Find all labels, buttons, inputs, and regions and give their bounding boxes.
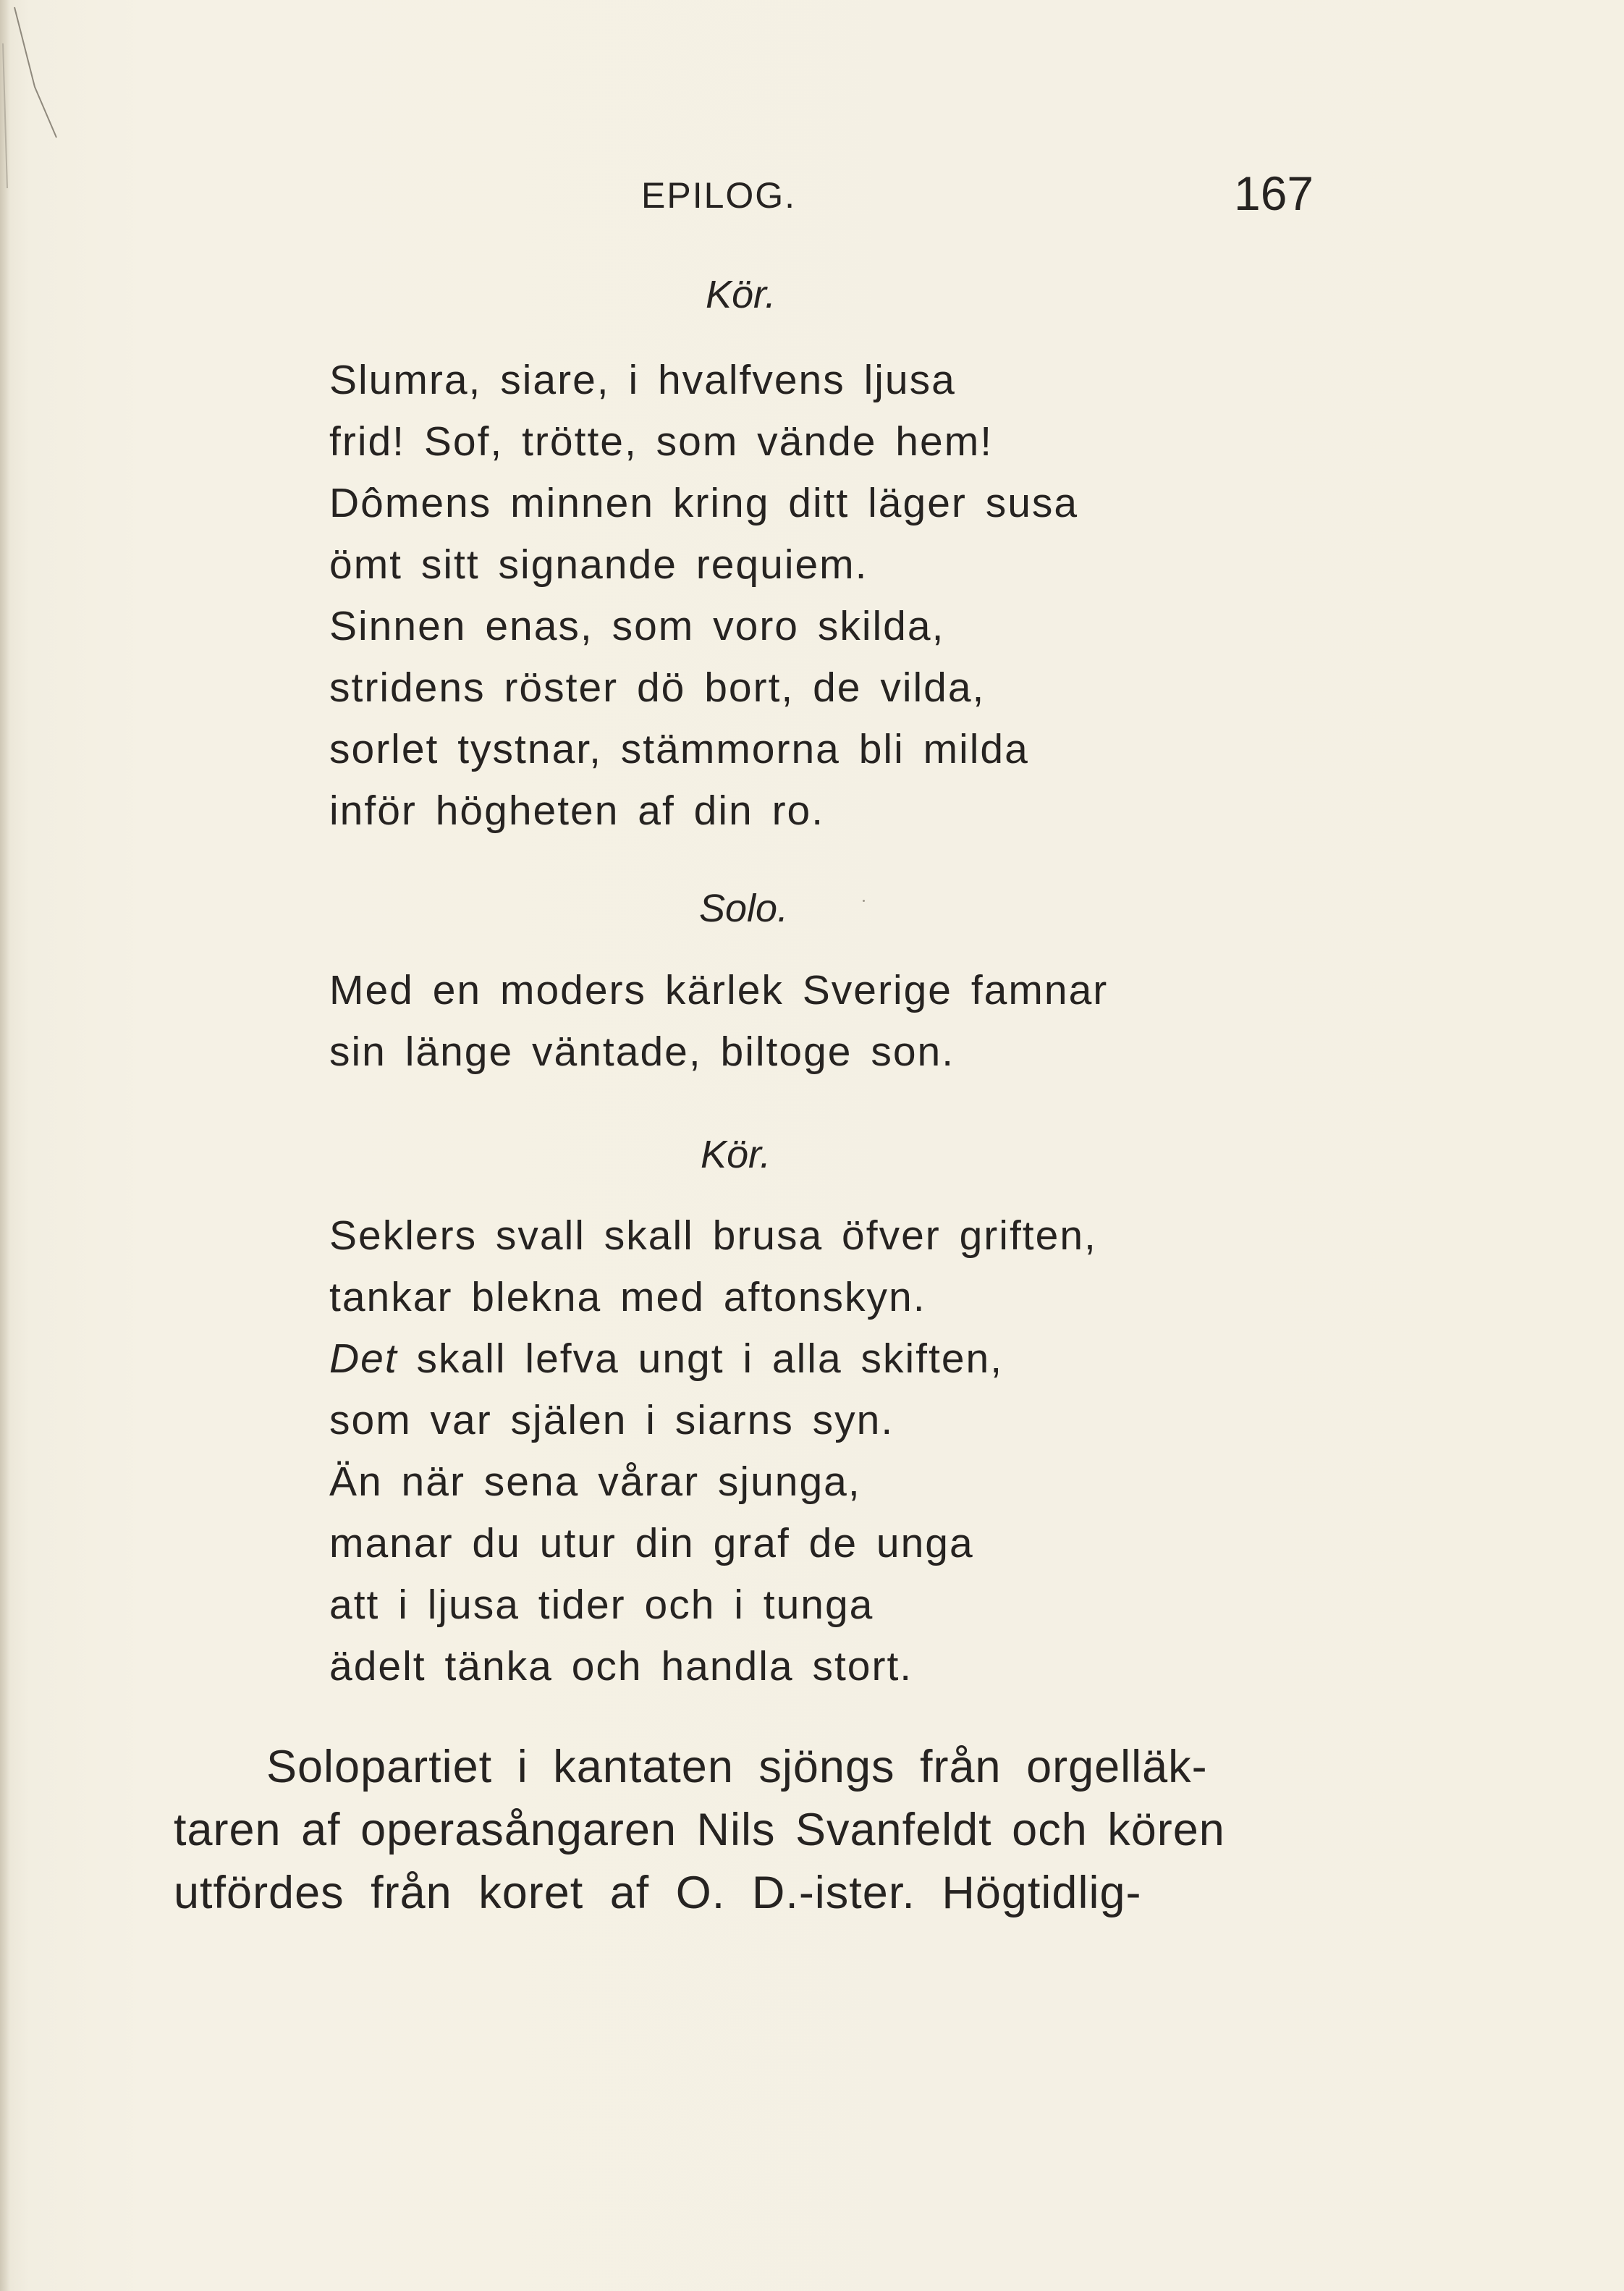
verse-line-rest: skall lefva ungt i alla skiften, (416, 1336, 1004, 1382)
verse-line (329, 1328, 1097, 1390)
verse-line: inför högheten af din ro. (329, 788, 825, 834)
verse-line: sorlet tystnar, stämmorna bli milda (329, 726, 1029, 772)
stanza-solo (329, 960, 1108, 1083)
section-heading-solo: Solo. (699, 887, 789, 930)
paper-speck (863, 900, 865, 902)
prose-paragraph (174, 1736, 1332, 1925)
section-heading-kor-2: Kör. (701, 1133, 771, 1176)
verse-line: Seklers svall skall brusa öfver griften, (329, 1212, 1097, 1259)
verse-line: Slumra, siare, i hvalfvens ljusa (329, 357, 956, 403)
stanza-kor-2 (329, 1205, 1097, 1697)
prose-line: utfördes från koret af O. D.-ister. Högtidlig- (174, 1868, 1142, 1918)
verse-line: Sinnen enas, som voro skilda, (329, 603, 945, 649)
page-number: 167 (1234, 166, 1314, 220)
running-title: EPILOG. (641, 175, 797, 216)
verse-line: Dômens minnen kring ditt läger susa (329, 480, 1079, 526)
verse-italic-word: Det (329, 1336, 398, 1382)
verse-line: ädelt tänka och handla stort. (329, 1643, 913, 1689)
verse-line: som var själen i siarns syn. (329, 1397, 895, 1443)
stanza-kor-1 (329, 350, 1078, 842)
page-edge-shadow (0, 0, 10, 2291)
verse-line: manar du utur din graf de unga (329, 1520, 974, 1566)
verse-line: tankar blekna med aftonskyn. (329, 1274, 926, 1320)
verse-line: Än när sena vårar sjunga, (329, 1459, 861, 1505)
verse-line: att i ljusa tider och i tunga (329, 1582, 874, 1628)
prose-line: Solopartiet i kantaten sjöngs från orgelläk- (266, 1742, 1208, 1792)
verse-line: frid! Sof, trötte, som vände hem! (329, 418, 994, 465)
prose-line: taren af operasångaren Nils Svanfeldt och kören (174, 1805, 1225, 1855)
verse-line: sin länge väntade, biltoge son. (329, 1029, 955, 1075)
verse-line: ömt sitt signande requiem. (329, 541, 868, 588)
verse-line: Med en moders kärlek Sverige famnar (329, 967, 1109, 1013)
page-header (0, 168, 1624, 226)
section-heading-kor-1: Kör. (706, 273, 777, 316)
verse-line: stridens röster dö bort, de vilda, (329, 664, 986, 711)
